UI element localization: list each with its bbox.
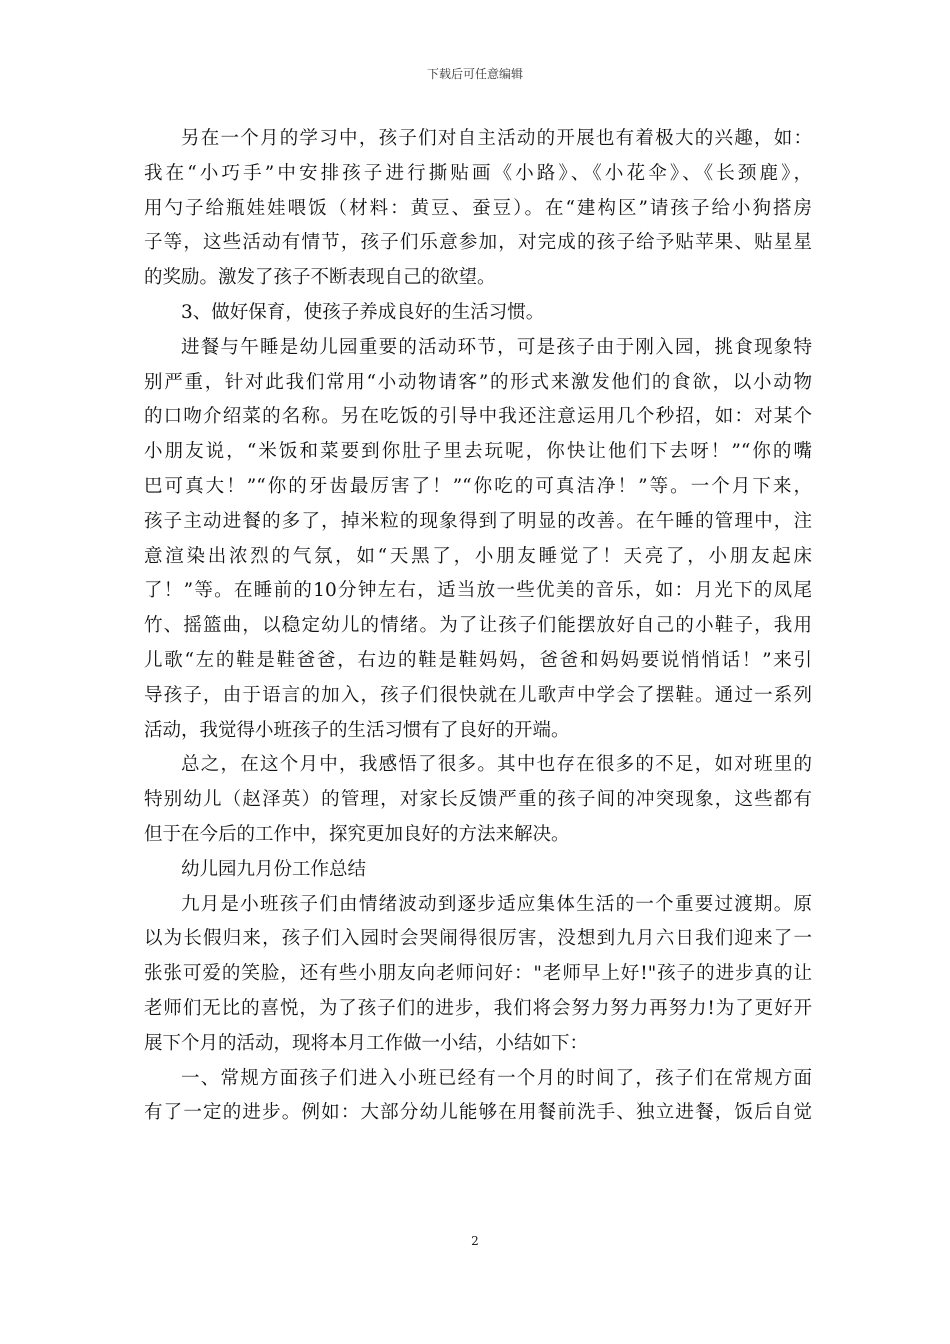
section-heading <box>144 296 812 331</box>
text-line: 小朋友说，“米饭和菜要到你肚子里去玩呢，你快让他们下去呀！”“你的嘴 <box>144 441 812 463</box>
document-title <box>144 853 812 888</box>
text-line: 的口吻介绍菜的名称。另在吃饭的引导中我还注意运用几个秒招，如：对某个 <box>144 406 812 428</box>
text-line: 别严重，针对此我们常用“小动物请客”的形式来激发他们的食欲，以小动物 <box>144 371 812 393</box>
text-line: 有了一定的进步。例如：大部分幼儿能够在用餐前洗手、独立进餐，饭后自觉 <box>144 1102 812 1124</box>
text-line: 以为长假归来，孩子们入园时会哭闹得很厉害，没想到九月六日我们迎来了一 <box>144 928 812 950</box>
paragraph <box>144 1062 812 1132</box>
text-line: 孩子主动进餐的多了，掉米粒的现象得到了明显的改善。在午睡的管理中，注 <box>144 510 812 532</box>
text-line: 3、做好保育，使孩子养成良好的生活习惯。 <box>181 301 545 323</box>
text-line: 用勺子给瓶娃娃喂饭（材料：黄豆、蚕豆）。在“建构区”请孩子给小狗搭房 <box>144 197 812 219</box>
text-line: 一、常规方面孩子们进入小班已经有一个月的时间了，孩子们在常规方面 <box>181 1067 812 1089</box>
text-line: 老师们无比的喜悦，为了孩子们的进步，我们将会努力努力再努力!为了更好开 <box>144 997 812 1019</box>
document-body <box>144 122 812 1131</box>
text-line: 九月是小班孩子们由情绪波动到逐步适应集体生活的一个重要过渡期。原 <box>181 893 812 915</box>
text-line: 活动，我觉得小班孩子的生活习惯有了良好的开端。 <box>144 719 570 741</box>
text-line: 竹、摇篮曲，以稳定幼儿的情绪。为了让孩子们能摆放好自己的小鞋子，我用 <box>144 615 812 637</box>
text-line: 我在“小巧手”中安排孩子进行撕贴画《小路》、《小花伞》、《长颈鹿》， <box>144 162 812 184</box>
text-line: 另在一个月的学习中，孩子们对自主活动的开展也有着极大的兴趣，如： <box>181 128 812 149</box>
text-line: 意渲染出浓烈的气氛，如“天黑了，小朋友睡觉了！天亮了，小朋友起床 <box>144 545 812 567</box>
paragraph <box>144 748 812 852</box>
paragraph <box>144 888 812 1062</box>
text-line: 儿歌“左的鞋是鞋爸爸，右边的鞋是鞋妈妈，爸爸和妈妈要说悄悄话！”来引 <box>144 649 812 671</box>
text-line: 子等，这些活动有情节，孩子们乐意参加，对完成的孩子给予贴苹果、贴星星 <box>144 232 812 254</box>
text-line: 的奖励。激发了孩子不断表现自己的欲望。 <box>144 267 496 289</box>
text-line: 导孩子，由于语言的加入，孩子们很快就在儿歌声中学会了摆鞋。通过一系列 <box>144 684 812 706</box>
paragraph <box>144 331 812 749</box>
text-line: 巴可真大！”“你的牙齿最厉害了！”“你吃的可真洁净！”等。一个月下来， <box>144 475 812 497</box>
text-line: 展下个月的活动，现将本月工作做一小结，小结如下： <box>144 1032 589 1054</box>
text-line: 但于在今后的工作中，探究更加良好的方法来解决。 <box>144 823 570 845</box>
text-line: 了！”等。在睡前的10分钟左右，适当放一些优美的音乐，如：月光下的凤尾 <box>144 580 812 602</box>
text-line: 总之，在这个月中，我感悟了很多。其中也存在很多的不足，如对班里的 <box>181 754 812 776</box>
page-number: 2 <box>471 1234 479 1248</box>
page-header: 下载后可任意编辑 <box>426 67 523 81</box>
text-line: 特别幼儿（赵泽英）的管理，对家长反馈严重的孩子间的冲突现象，这些都有 <box>144 789 812 811</box>
text-line: 张张可爱的笑脸，还有些小朋友向老师问好："老师早上好!"孩子的进步真的让 <box>144 963 812 985</box>
paragraph <box>144 122 812 296</box>
text-line: 进餐与午睡是幼儿园重要的活动环节，可是孩子由于刚入园，挑食现象特 <box>181 336 812 358</box>
text-line: 幼儿园九月份工作总结 <box>181 858 367 880</box>
